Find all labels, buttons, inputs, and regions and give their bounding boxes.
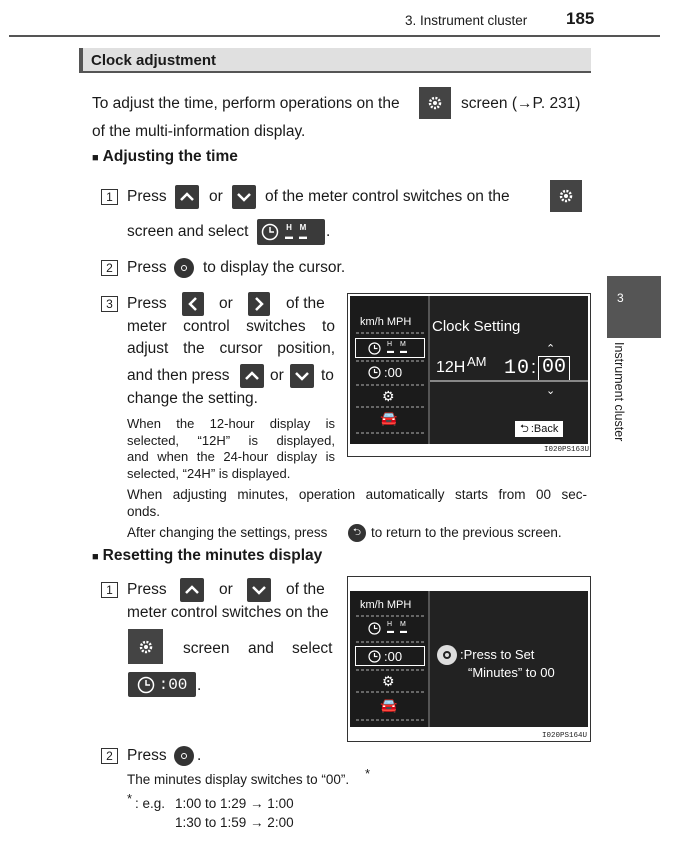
step-text: Press bbox=[127, 581, 167, 598]
gear-icon bbox=[128, 629, 163, 664]
step-text: of the bbox=[286, 581, 325, 598]
example-1: 1:00 to 1:29 → 1:00 bbox=[175, 796, 294, 811]
gauge-settings-icon: ⚙ bbox=[382, 673, 395, 689]
chevron-up-icon: ⌃ bbox=[546, 343, 556, 355]
header-rule bbox=[9, 35, 660, 37]
left-arrow-icon bbox=[182, 292, 204, 316]
step-text: of the bbox=[286, 295, 325, 312]
clock-min-icon: :00 bbox=[128, 672, 196, 697]
display-menu bbox=[350, 591, 430, 727]
up-arrow-icon bbox=[240, 364, 264, 388]
step-text: and bbox=[248, 640, 274, 657]
square-bullet-icon: ■ bbox=[92, 152, 99, 164]
units-label: km/h MPH bbox=[360, 316, 412, 328]
note-after-2: to return to the previous screen. bbox=[371, 525, 562, 540]
section-title: Clock adjustment bbox=[91, 52, 217, 69]
header-section: 3. Instrument cluster bbox=[405, 13, 528, 28]
down-arrow-icon bbox=[247, 578, 271, 602]
step-text: and then press bbox=[127, 367, 230, 384]
enter-button-icon bbox=[174, 258, 194, 278]
step-text: screen and select bbox=[127, 223, 249, 240]
step-text: Press bbox=[127, 188, 167, 205]
display-screen: km/h MPH H ▬ M ▬ :00 ⚙ 🚘 Clock Setting 12H AM 10 : 00 ⌃ ⌄ ⮌ :Back bbox=[350, 296, 588, 444]
period: . bbox=[197, 747, 202, 764]
enter-button-icon bbox=[437, 645, 457, 665]
step-text: or bbox=[219, 295, 233, 312]
intro-text-1: To adjust the time, perform operations on the bbox=[92, 95, 400, 112]
down-arrow-icon bbox=[232, 185, 256, 209]
car-settings-icon: 🚘 bbox=[380, 410, 398, 426]
figure-code: I020PS163U bbox=[544, 446, 590, 454]
step-text: or bbox=[270, 367, 284, 384]
step-text: or bbox=[219, 581, 233, 598]
step-text: screen bbox=[183, 640, 230, 657]
minute-value: 00 bbox=[538, 356, 570, 382]
square-bullet-icon: ■ bbox=[92, 551, 99, 563]
step-text: to display the cursor. bbox=[203, 259, 346, 276]
up-arrow-icon bbox=[180, 578, 204, 602]
step-number: 2 bbox=[101, 260, 118, 276]
menu-clock-hm: H ▬ M ▬ bbox=[355, 338, 425, 358]
reset-note: The minutes display switches to “00”. bbox=[127, 772, 350, 787]
step-text: or bbox=[209, 188, 223, 205]
step-number: 1 bbox=[101, 189, 118, 205]
gear-icon bbox=[550, 180, 582, 212]
step-text: Press bbox=[127, 295, 167, 312]
step-text: Press bbox=[127, 259, 167, 276]
gauge-settings-icon: ⚙ bbox=[382, 388, 395, 404]
car-settings-icon: 🚘 bbox=[380, 697, 398, 713]
resetting-heading: ■ Resetting the minutes display bbox=[92, 547, 323, 564]
menu-clock-min: :00 bbox=[368, 365, 402, 380]
period: . bbox=[197, 677, 202, 694]
step-text: meter control switches to bbox=[127, 318, 335, 335]
press-to-set-label: :Press to Set bbox=[460, 647, 535, 662]
screen-title: Clock Setting bbox=[432, 318, 521, 335]
gear-icon bbox=[419, 87, 451, 119]
minutes-to-label: “Minutes” to 00 bbox=[468, 665, 555, 680]
back-arrow-icon: ⮌ bbox=[520, 422, 529, 435]
note-12h: When the 12-hour display is selected, “12H” is displayed, and when the 24-hour display is selected, “24H” is displayed. bbox=[127, 416, 335, 481]
step-number: 2 bbox=[101, 748, 118, 764]
mode-12h: 12H bbox=[436, 359, 466, 376]
enter-button-icon bbox=[174, 746, 194, 766]
units-label: km/h MPH bbox=[360, 599, 412, 611]
figure-clock-setting bbox=[347, 293, 591, 457]
step-text: to bbox=[321, 367, 334, 384]
menu-clock-hm: H ▬ M ▬ bbox=[368, 621, 407, 635]
note-after-1: After changing the settings, press bbox=[127, 525, 328, 540]
page-number: 185 bbox=[566, 9, 595, 28]
back-label: ⮌ :Back bbox=[515, 421, 563, 437]
adjusting-heading: ■ Adjusting the time bbox=[92, 148, 238, 165]
chevron-down-icon: ⌄ bbox=[546, 385, 556, 397]
step-text: of the meter control switches on the bbox=[265, 188, 510, 205]
clock-hm-icon: H ▬ M ▬ bbox=[257, 219, 325, 245]
display-menu bbox=[350, 296, 430, 444]
period: . bbox=[326, 223, 331, 240]
step-text: meter control switches on the bbox=[127, 604, 329, 621]
intro-text-2: screen (→P. 231) bbox=[461, 95, 581, 112]
step-text: select bbox=[292, 640, 333, 657]
up-arrow-icon bbox=[175, 185, 199, 209]
intro-text-3: of the multi-information display. bbox=[92, 123, 306, 140]
side-tab-number: 3 bbox=[617, 291, 624, 305]
figure-reset-minutes bbox=[347, 576, 591, 742]
side-tab-label: Instrument cluster bbox=[612, 342, 626, 442]
asterisk: * bbox=[365, 766, 371, 781]
step-text: Press bbox=[127, 747, 167, 764]
right-arrow-icon bbox=[248, 292, 270, 316]
figure-code: I020PS164U bbox=[542, 732, 588, 740]
note-minutes: When adjusting minutes, operation automatically starts from 00 sec- onds. bbox=[127, 487, 587, 519]
menu-clock-min: :00 bbox=[355, 646, 425, 666]
side-tab bbox=[607, 276, 661, 338]
step-text: change the setting. bbox=[127, 390, 258, 407]
asterisk: * bbox=[127, 791, 133, 806]
example-2: 1:30 to 1:59 → 2:00 bbox=[175, 815, 294, 830]
step-number: 1 bbox=[101, 582, 118, 598]
step-number: 3 bbox=[101, 296, 118, 312]
hour-value: 10 bbox=[504, 357, 531, 380]
step-text: adjust the cursor position, bbox=[127, 340, 335, 357]
display-screen bbox=[350, 591, 588, 727]
ampm: AM bbox=[467, 354, 487, 369]
back-button-icon: ⮌ bbox=[348, 524, 366, 542]
down-arrow-icon bbox=[290, 364, 314, 388]
eg-prefix: : e.g. bbox=[135, 796, 166, 811]
